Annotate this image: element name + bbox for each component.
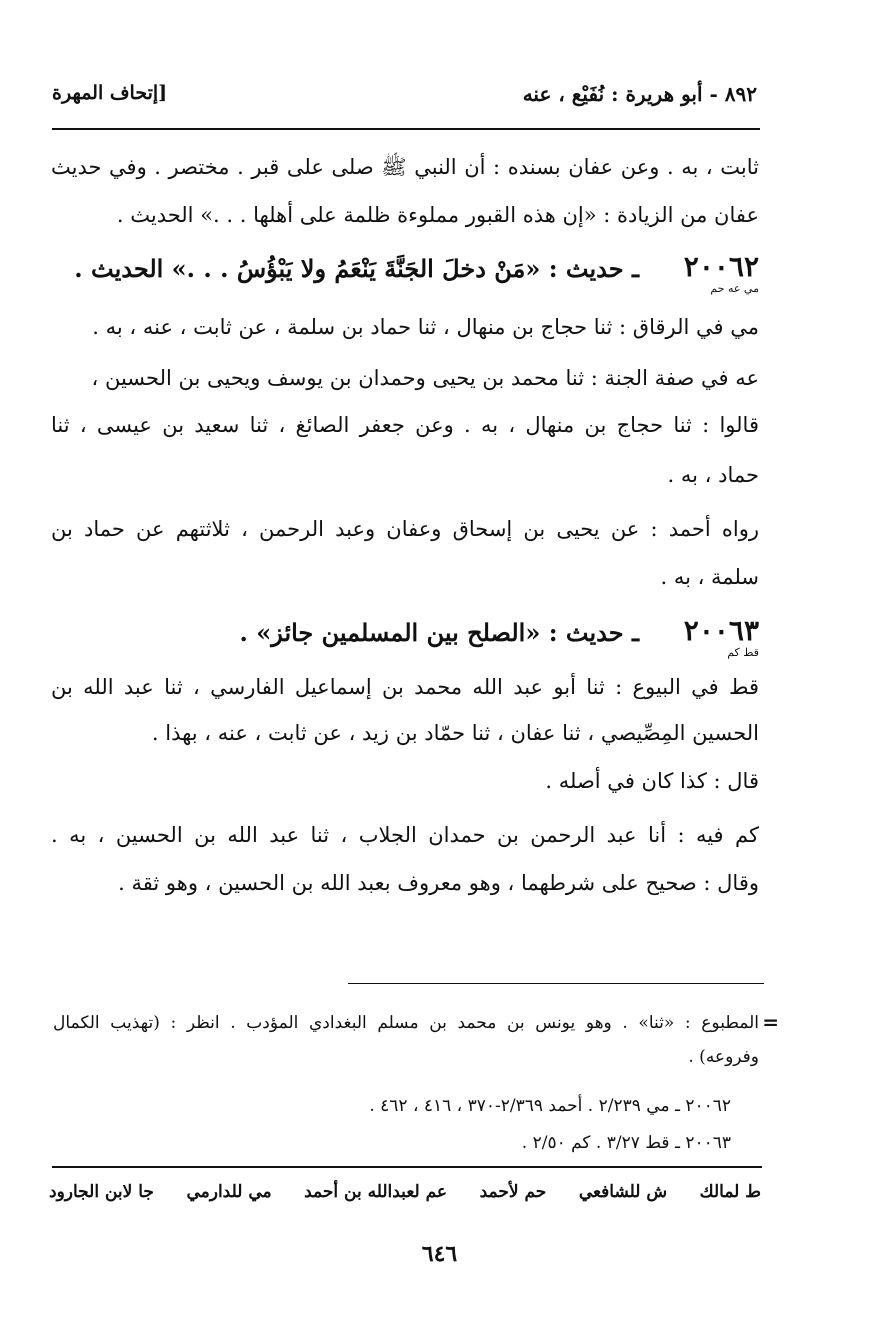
abbreviation-item: حم لأحمد (479, 1182, 547, 1202)
abbreviation-item: مي للدارمي (186, 1182, 272, 1202)
footnote-line-2: وفروعه) . (688, 1047, 759, 1067)
body-line-5: قالوا : ثنا حجاج بن منهال ، به . وعن جعفر الصائغ ، ثنا سعيد بن عيسى ، ثنا (51, 413, 759, 437)
body-line-2: عفان من الزيادة : «إن هذه القبور مملوءة ظلمة على أهلها . . .» الحديث . (116, 203, 759, 227)
abbreviation-item: ط لمالك (699, 1182, 761, 1202)
hadith-sigla: مي عه حم (710, 282, 759, 295)
body-line-11: قال : كذا كان في أصله . (545, 769, 759, 793)
abbreviation-item: جا لابن الجارود (49, 1182, 154, 1202)
body-line-13: وقال : صحيح على شرطهما ، وهو معروف بعبد الله بن الحسين ، وهو ثقة . (118, 871, 759, 895)
abbreviations-key (49, 1182, 761, 1202)
hadith-number: ٢٠٠٦٢ (683, 250, 759, 283)
body-line-4: عه في صفة الجنة : ثنا محمد بن يحيى وحمدان بن يوسف ويحيى بن الحسين ، (91, 366, 759, 390)
running-header-title: ٨٩٢ - أبو هريرة : نُفَيْع ، عنه (522, 82, 757, 106)
page-number: ٦٤٦ (421, 1241, 458, 1267)
body-line-1: ثابت ، به . وعن عفان بسنده : أن النبي ﷺ صلى على قبر . مختصر . وفي حديث (51, 155, 759, 179)
body-line-7: رواه أحمد : عن يحيى بن إسحاق وعفان وعبد الرحمن ، ثلاثتهم عن حماد بن (51, 517, 759, 541)
hadith-number: ٢٠٠٦٣ (683, 614, 759, 647)
body-line-8: سلمة ، به . (660, 565, 759, 589)
header-divider (52, 128, 760, 130)
body-line-10: الحسين المِصِّيصي ، ثنا عفان ، ثنا حمّاد بن زيد ، عن ثابت ، عنه ، بهذا . (151, 721, 759, 745)
footnote-line-4: ٢٠٠٦٣ ـ قط ٣/٢٧ . كم ٢/٥٠ . (521, 1133, 731, 1153)
footnote-continuation-mark: = (762, 1010, 779, 1034)
hadith-sigla: قط كم (727, 646, 759, 659)
hadith-text: ـ حديث : «مَنْ دخلَ الجَنَّةَ يَنْعَمُ ولا يَبْؤُسُ . . .» الحديث . (74, 254, 639, 283)
footnote-line-3: ٢٠٠٦٢ ـ مي ٢/٢٣٩ . أحمد ٢/٣٦٩-٣٧٠ ، ٤١٦ ، ٤٦٢ . (369, 1096, 731, 1116)
hadith-heading-20062 (51, 250, 759, 296)
abbreviation-item: ش للشافعي (578, 1182, 668, 1202)
body-line-3: مي في الرقاق : ثنا حجاج بن منهال ، ثنا حماد بن سلمة ، عن ثابت ، عنه ، به . (92, 315, 759, 339)
footnote-line-1: المطبوع : «ثنا» . وهو يونس بن محمد بن مسلم البغدادي المؤدب . انظر : (تهذيب الكمال (53, 1013, 759, 1033)
body-line-9: قط في البيوع : ثنا أبو عبد الله محمد بن إسماعيل الفارسي ، ثنا عبد الله بن (51, 675, 759, 699)
body-line-12: كم فيه : أنا عبد الرحمن بن حمدان الجلاب ، ثنا عبد الله بن الحسين ، به . (51, 823, 759, 847)
running-header-book: [إتحاف المهرة (52, 82, 168, 104)
body-line-6: حماد ، به . (667, 463, 759, 487)
hadith-heading-20063 (51, 614, 759, 660)
abbreviations-divider (52, 1166, 762, 1168)
footnote-divider (348, 983, 764, 984)
hadith-text: ـ حديث : «الصلح بين المسلمين جائز» . (239, 618, 639, 647)
abbreviation-item: عم لعبدالله بن أحمد (304, 1182, 448, 1202)
